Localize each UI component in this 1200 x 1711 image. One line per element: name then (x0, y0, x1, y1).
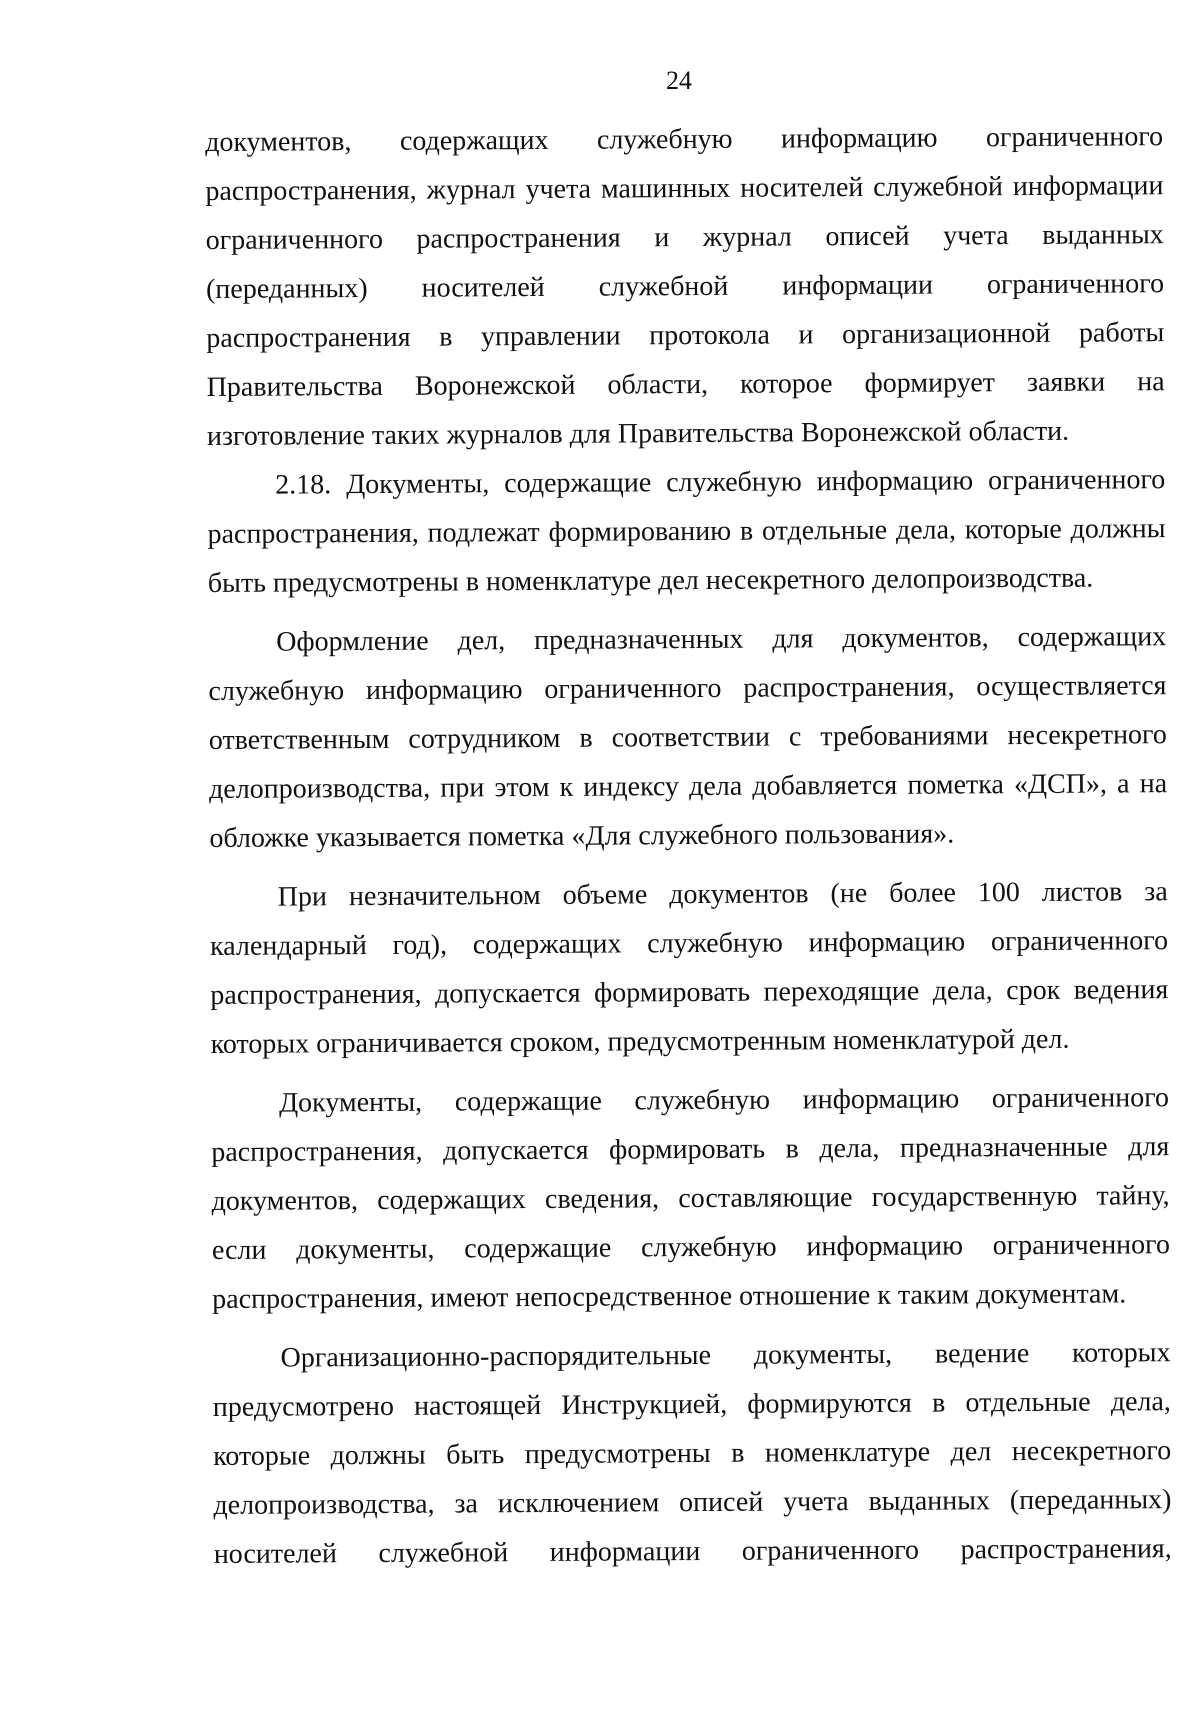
document-body (205, 112, 1172, 1579)
paragraph-organizational-documents: Организационно-распорядительные документы, ведение которых предусмотрено настоящей Инструкцией, формируются в отдельные дела, которые должны быть предусмотрены в номенклатуре дел несекретного делопроизводства, за исключением описей учета выданных (переданных) носителей служебной информации ограниченного распространения, (212, 1337, 1172, 1570)
paragraph-case-formatting: Оформление дел, предназначенных для документов, содержащих служебную информацию ограниченного распространения, осуществляется ответственным сотрудником в соответствии с требованиями несекретного делопроизводства, при этом к индексу дела добавляется пометка «ДСП», а на обложке указывается пометка «Для служебного пользования». (208, 621, 1168, 854)
paragraph-continuation: документов, содержащих служебную информацию ограниченного распространения, журнал учета машинных носителей служебной информации ограниченного распространения и журнал описей учета выданных (переданных) носителей служебной информации ограниченного распространения в управлении протокола и организационной работы Правительства Воронежской области, которое формирует заявки на изготовление таких журналов для Правительства Воронежской области. (205, 121, 1165, 452)
page-number: 24 (666, 66, 692, 95)
paragraph-small-volume: При незначительном объеме документов (не более 100 листов за календарный год), содержащих служебную информацию ограниченного распространения, допускается формировать переходящие дела, срок ведения которых ограничивается сроком, предусмотренным номенклатурой дел. (209, 876, 1169, 1060)
paragraph-2-18: 2.18. Документы, содержащие служебную информацию ограниченного распространения, подлежат формированию в отдельные дела, которые должны быть предусмотрены в номенклатуре дел несекретного делопроизводства. (207, 464, 1166, 599)
paragraph-state-secret-cases: Документы, содержащие служебную информацию ограниченного распространения, допускается формировать в дела, предназначенные для документов, содержащих сведения, составляющие государственную тайну, если документы, содержащие служебную информацию ограниченного распространения, имеют непосредственное отношение к таким документам. (211, 1082, 1170, 1315)
